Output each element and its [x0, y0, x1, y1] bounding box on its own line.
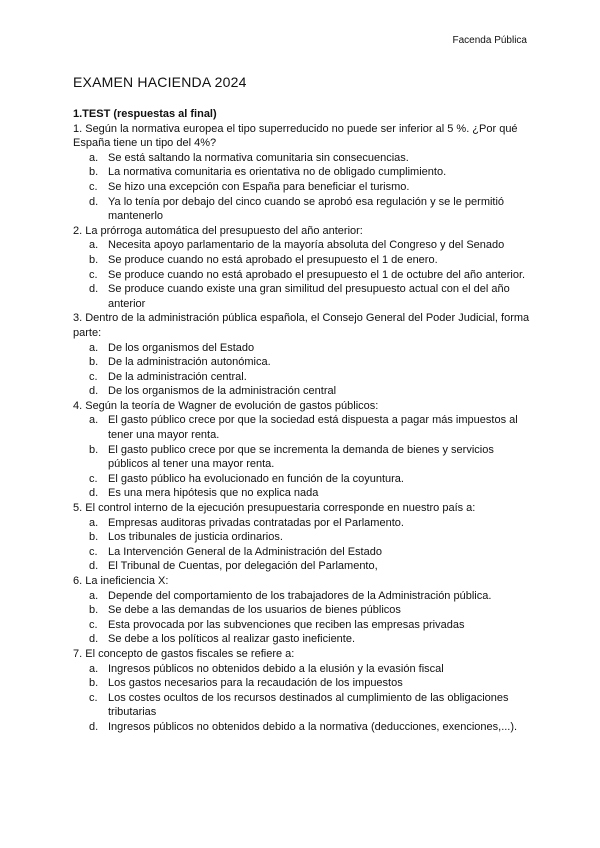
option-list [73, 238, 533, 311]
option-letter: d. [89, 720, 99, 733]
document-title: EXAMEN HACIENDA 2024 [73, 74, 247, 90]
question-block [73, 311, 533, 399]
option-text: El gasto público crece por que la sociedad está dispuesta a pagar más impuestos al tener una mayor renta. [108, 414, 518, 442]
option-list [73, 341, 533, 399]
option-item [73, 516, 533, 531]
option-item [73, 603, 533, 618]
option-text: De los organismos del Estado [108, 341, 255, 354]
option-letter: c. [89, 370, 98, 383]
option-text: Depende del comportamiento de los trabajadores de la Administración pública. [108, 589, 492, 602]
option-text: Se hizo una excepción con España para beneficiar el turismo. [108, 180, 410, 193]
option-item [73, 180, 533, 195]
option-text: Ingresos públicos no obtenidos debido a la elusión y la evasión fiscal [108, 662, 444, 675]
option-item [73, 151, 533, 166]
option-letter: c. [89, 180, 98, 193]
option-text: Se debe a los políticos al realizar gasto ineficiente. [108, 633, 356, 646]
option-text: Es una mera hipótesis que no explica nada [108, 487, 319, 500]
question-text: 4. Según la teoría de Wagner de evolución de gastos públicos: [73, 399, 379, 412]
option-letter: a. [89, 662, 99, 675]
option-letter: b. [89, 531, 99, 544]
option-item [73, 443, 533, 472]
option-item [73, 589, 533, 604]
option-letter: d. [89, 633, 99, 646]
question-text: 6. La ineficiencia X: [73, 575, 169, 587]
option-letter: c. [89, 691, 98, 704]
option-text: De los organismos de la administración central [108, 385, 337, 398]
option-text: La Intervención General de la Administración del Estado [108, 545, 382, 558]
option-text: Los costes ocultos de los recursos destinados al cumplimiento de las obligaciones tributarias [108, 691, 509, 719]
option-letter: c. [89, 472, 98, 485]
option-text: El gasto público ha evolucionado en función de la coyuntura. [108, 472, 404, 485]
option-text: Ingresos públicos no obtenidos debido a la normativa (deducciones, exenciones,...). [108, 720, 518, 733]
document-content [73, 107, 533, 735]
option-letter: a. [89, 341, 99, 354]
option-item [73, 268, 533, 283]
option-item [73, 720, 533, 735]
option-text: Esta provocada por las subvenciones que reciben las empresas privadas [108, 618, 465, 631]
option-item [73, 530, 533, 545]
question-block [73, 122, 533, 224]
option-item [73, 282, 533, 311]
option-item [73, 632, 533, 647]
option-list [73, 413, 533, 501]
option-letter: c. [89, 618, 98, 631]
option-item [73, 472, 533, 487]
option-item [73, 238, 533, 253]
question-block [73, 647, 533, 735]
option-text: Se produce cuando no está aprobado el presupuesto el 1 de octubre del año anterior. [108, 268, 526, 281]
option-item [73, 662, 533, 677]
option-letter: b. [89, 356, 99, 369]
option-text: De la administración central. [108, 370, 247, 383]
option-list [73, 151, 533, 224]
option-text: Se debe a las demandas de los usuarios de bienes públicos [108, 604, 401, 617]
option-item [73, 413, 533, 442]
question-list [73, 122, 533, 735]
option-text: Los gastos necesarios para la recaudación de los impuestos [108, 677, 403, 690]
option-item [73, 341, 533, 356]
question-block [73, 224, 533, 312]
option-text: Se produce cuando no está aprobado el presupuesto el 1 de enero. [108, 253, 438, 266]
option-letter: a. [89, 589, 99, 602]
option-text: Necesita apoyo parlamentario de la mayoría absoluta del Congreso y del Senado [108, 239, 505, 252]
question-block [73, 501, 533, 574]
option-item [73, 486, 533, 501]
option-text: El Tribunal de Cuentas, por delegación del Parlamento, [108, 560, 378, 573]
option-letter: d. [89, 487, 99, 500]
option-item [73, 676, 533, 691]
option-letter: d. [89, 560, 99, 573]
option-text: El gasto publico crece por que se incrementa la demanda de bienes y servicios públicos al tener una mayor renta. [108, 443, 494, 471]
option-text: Ya lo tenía por debajo del cinco cuando se aprobó esa regulación y se le permitió mantenerlo [108, 195, 505, 223]
option-list [73, 662, 533, 735]
option-letter: d. [89, 195, 99, 208]
option-text: Se produce cuando existe una gran similitud del presupuesto actual con el del año anterior [108, 283, 510, 310]
option-item [73, 165, 533, 180]
option-item [73, 384, 533, 399]
option-letter: a. [89, 414, 99, 427]
page-header: Facenda Pública [452, 35, 527, 46]
option-text: Se está saltando la normativa comunitaria sin consecuencias. [108, 151, 409, 164]
option-letter: c. [89, 545, 98, 558]
option-item [73, 253, 533, 268]
question-text: 1. Según la normativa europea el tipo superreducido no puede ser inferior al 5 %. ¿Por qué España tiene un tipo del 4%? [73, 122, 518, 150]
option-text: La normativa comunitaria es orientativa no de obligado cumplimiento. [108, 166, 447, 179]
option-letter: b. [89, 253, 99, 266]
question-block [73, 574, 533, 647]
question-block [73, 399, 533, 501]
option-item [73, 618, 533, 633]
option-letter: a. [89, 516, 99, 529]
option-list [73, 589, 533, 647]
option-letter: d. [89, 283, 99, 296]
section-heading: 1.TEST (respuestas al final) [73, 108, 217, 120]
option-letter: c. [89, 268, 98, 281]
option-item [73, 559, 533, 574]
option-letter: b. [89, 604, 99, 617]
option-item [73, 545, 533, 560]
question-text: 3. Dentro de la administración pública española, el Consejo General del Poder Judicial, forma parte: [73, 312, 530, 339]
option-item [73, 195, 533, 224]
question-text: 7. El concepto de gastos fiscales se refiere a: [73, 647, 295, 660]
option-text: Empresas auditoras privadas contratadas por el Parlamento. [108, 516, 404, 529]
option-letter: a. [89, 239, 99, 252]
option-letter: d. [89, 385, 99, 398]
option-letter: a. [89, 151, 99, 164]
question-text: 5. El control interno de la ejecución presupuestaria corresponde en nuestro país a: [73, 502, 476, 515]
option-item [73, 370, 533, 385]
option-letter: b. [89, 677, 99, 690]
question-text: 2. La prórroga automática del presupuesto del año anterior: [73, 224, 363, 237]
option-list [73, 516, 533, 574]
option-item [73, 691, 533, 720]
option-text: De la administración autonómica. [108, 356, 271, 369]
option-item [73, 355, 533, 370]
option-letter: b. [89, 443, 99, 456]
option-letter: b. [89, 166, 99, 179]
option-text: Los tribunales de justicia ordinarios. [108, 531, 283, 544]
